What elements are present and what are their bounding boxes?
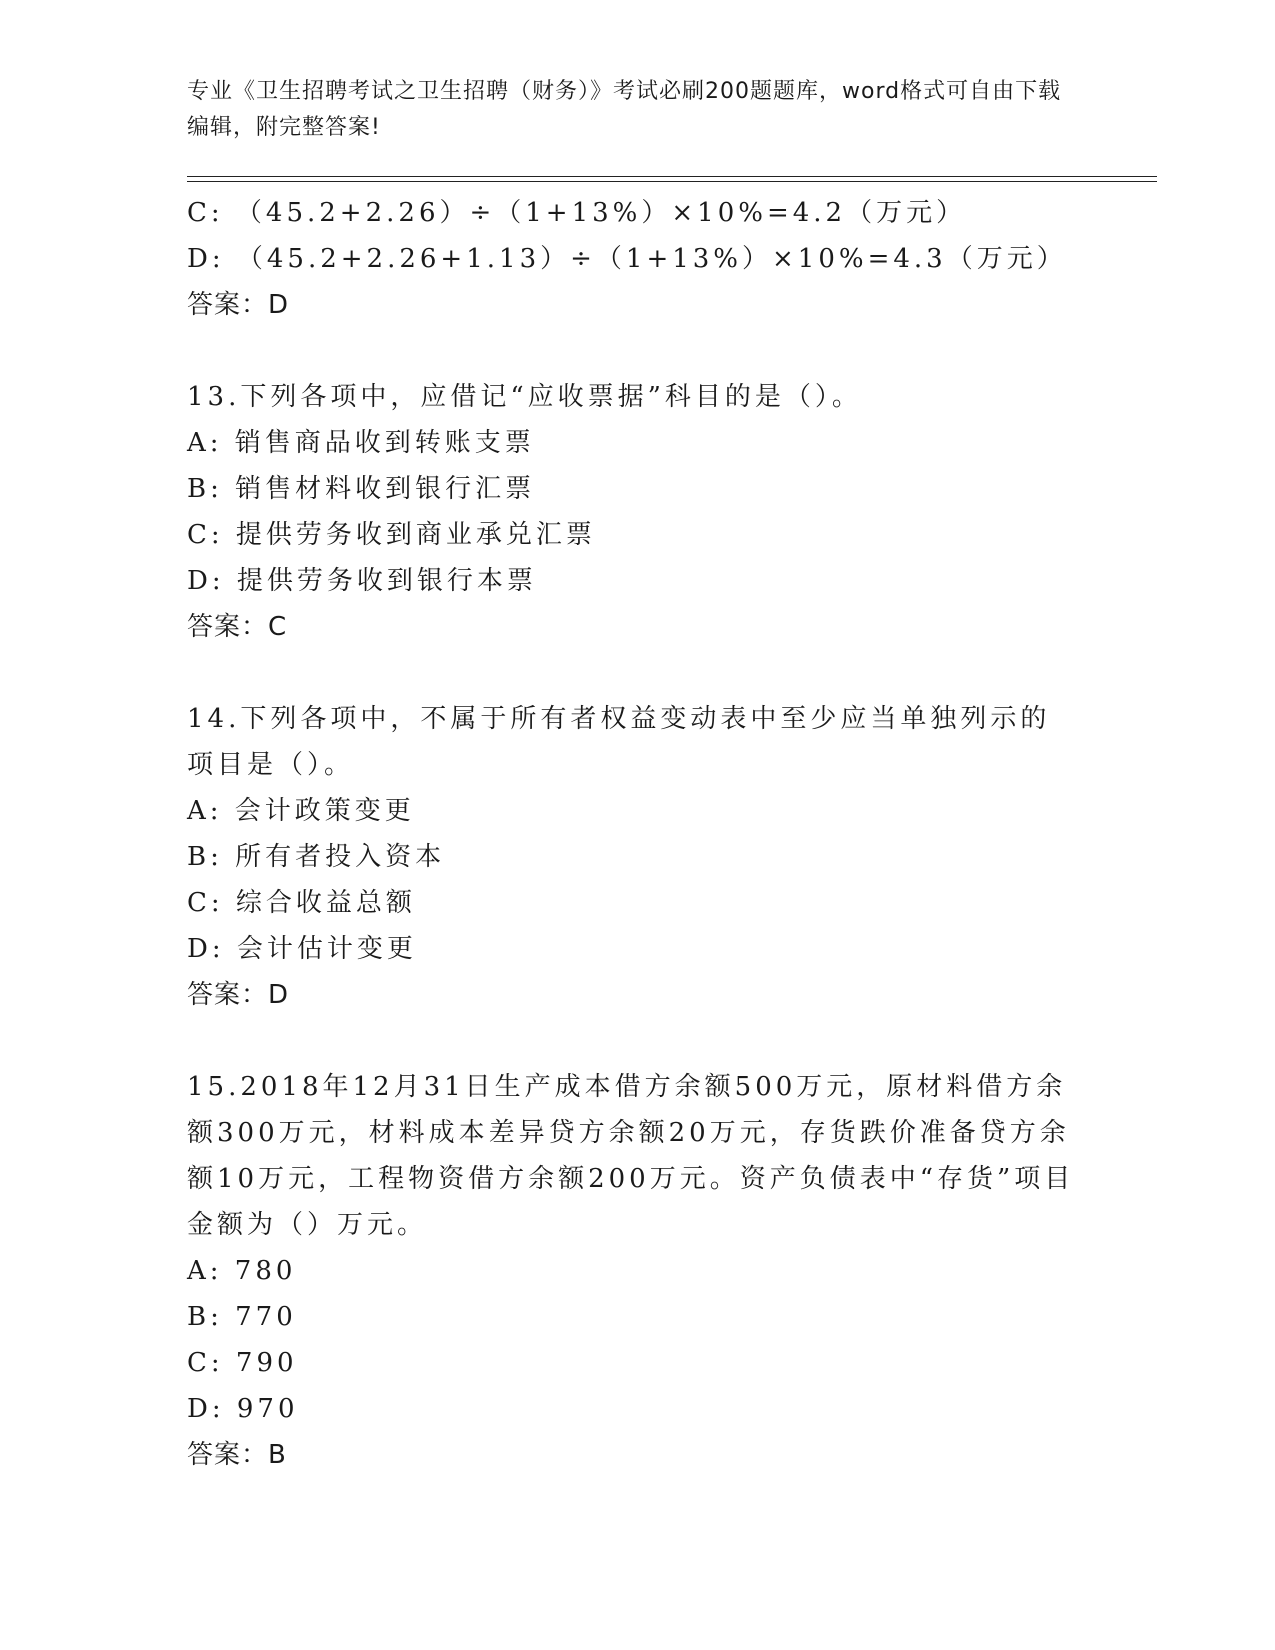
option-c: C: 提供劳务收到商业承兑汇票 (187, 520, 596, 550)
answer: 答案：C (187, 612, 288, 642)
option-d: D: 970 (187, 1394, 299, 1424)
question-15 (187, 1064, 1077, 1478)
option-c: C: 790 (187, 1348, 298, 1378)
option-b: B: 770 (187, 1302, 297, 1332)
option-d: D: （45.2+2.26+1.13）÷（1+13%）×10%=4.3（万元） (187, 244, 1067, 274)
question-13 (187, 374, 1077, 650)
question-stem: 14.下列各项中，不属于所有者权益变动表中至少应当单独列示的项目是（）。 (187, 704, 1051, 780)
option-a: A: 会计政策变更 (187, 796, 415, 826)
spacer (187, 650, 1077, 696)
question-list (187, 190, 1077, 1478)
answer: 答案：B (187, 1440, 287, 1470)
option-a: A: 销售商品收到转账支票 (187, 428, 535, 458)
answer: 答案：D (187, 980, 290, 1010)
option-b: B: 所有者投入资本 (187, 842, 446, 872)
answer: 答案：D (187, 290, 290, 320)
header-divider-top (187, 176, 1157, 177)
option-d: D: 提供劳务收到银行本票 (187, 566, 537, 596)
question-stem: 13.下列各项中，应借记“应收票据”科目的是（）。 (187, 382, 862, 412)
option-a: A: 780 (187, 1256, 297, 1286)
question-stem: 15.2018年12月31日生产成本借方余额500万元，原材料借方余额300万元，材料成本差异贷方余额20万元，存货跌价准备贷方余额10万元，工程物资借方余额200万元。资产负债表中“存货”项目金额为（）万元。 (187, 1072, 1075, 1240)
question-14 (187, 696, 1077, 1018)
option-d: D: 会计估计变更 (187, 934, 417, 964)
option-b: B: 销售材料收到银行汇票 (187, 474, 536, 504)
header-divider-bottom (187, 181, 1157, 182)
option-c: C: 综合收益总额 (187, 888, 416, 918)
spacer (187, 328, 1077, 374)
document-header: 专业《卫生招聘考试之卫生招聘（财务）》考试必刷200题题库，word格式可自由下载编辑，附完整答案! (187, 79, 1062, 140)
option-c: C: （45.2+2.26）÷（1+13%）×10%=4.2（万元） (187, 198, 967, 228)
question-12-tail (187, 190, 1077, 328)
spacer (187, 1018, 1077, 1064)
